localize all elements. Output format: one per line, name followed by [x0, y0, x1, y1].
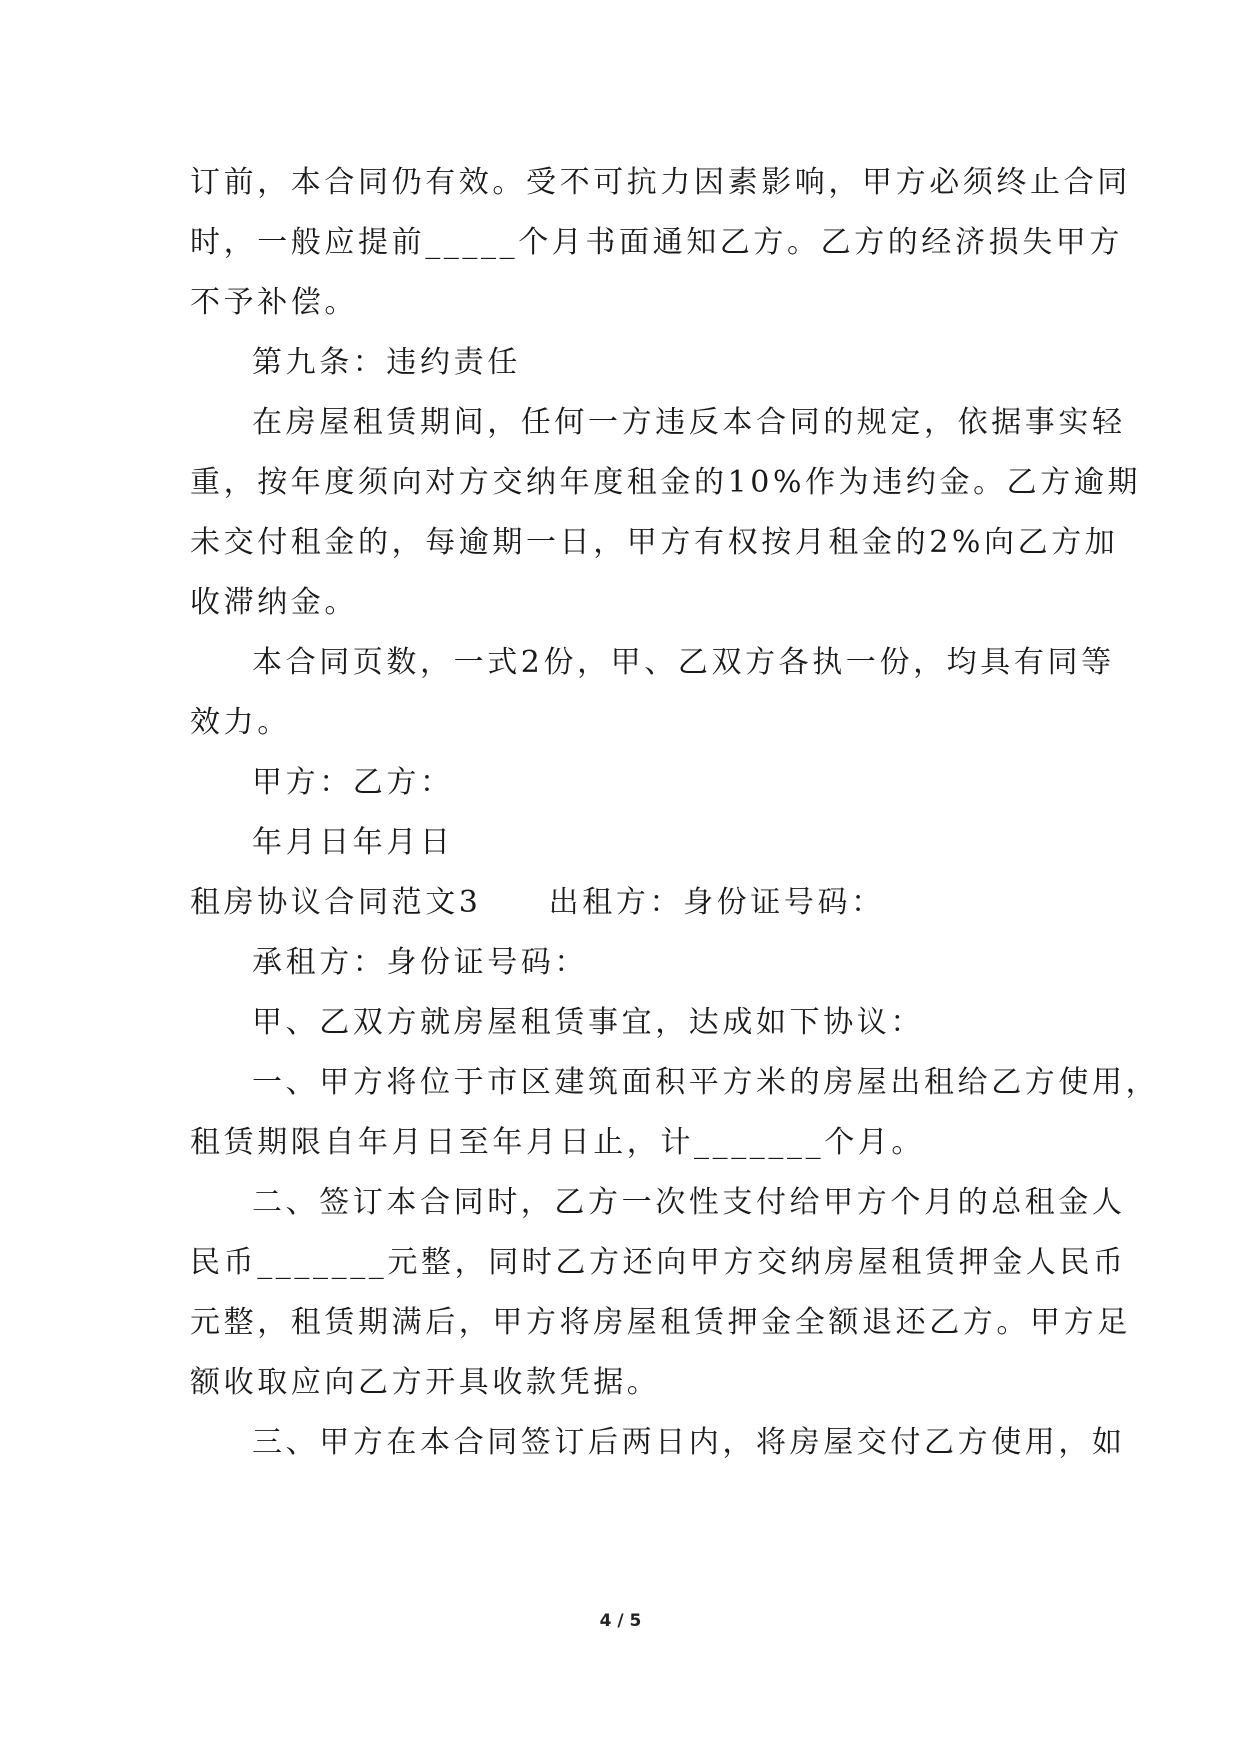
- page-number: 4 / 5: [599, 1611, 642, 1631]
- body-line: 未交付租金的，每逾期一日，甲方有权按月租金的2%向乙方加: [190, 525, 1119, 560]
- body-line: 时，一般应提前_____个月书面通知乙方。乙方的经济损失甲方: [190, 225, 1123, 260]
- body-line: 额收取应向乙方开具收款凭据。: [190, 1365, 661, 1400]
- body-line: 重，按年度须向对方交纳年度租金的10%作为违约金。乙方逾期: [190, 465, 1142, 500]
- article-heading: 第九条：违约责任: [252, 345, 521, 380]
- section-title: 租房协议合同范文3 出租方：身份证号码：: [190, 885, 885, 920]
- body-line: 收滞纳金。: [190, 585, 358, 620]
- body-line: 在房屋租赁期间，任何一方违反本合同的规定，依据事实轻: [252, 405, 1126, 440]
- body-line: 甲、乙双方就房屋租赁事宜，达成如下协议：: [252, 1005, 924, 1040]
- body-line: 租赁期限自年月日至年月日止，计_______个月。: [190, 1125, 925, 1160]
- body-line: 本合同页数，一式2份，甲、乙双方各执一份，均具有同等: [252, 645, 1115, 680]
- body-line: 一、甲方将位于市区建筑面积平方米的房屋出租给乙方使用，: [252, 1065, 1160, 1100]
- body-line: 效力。: [190, 705, 291, 740]
- signature-dates: 年月日年月日: [252, 825, 454, 860]
- body-line: 民币_______元整，同时乙方还向甲方交纳房屋租赁押金人民币: [190, 1245, 1127, 1280]
- body-line: 三、甲方在本合同签订后两日内，将房屋交付乙方使用，如: [252, 1425, 1126, 1460]
- body-line: 二、签订本合同时，乙方一次性支付给甲方个月的总租金人: [252, 1185, 1126, 1220]
- body-line: 不予补偿。: [190, 285, 358, 320]
- body-line: 承租方：身份证号码：: [252, 945, 588, 980]
- body-line: 元整，租赁期满后，甲方将房屋租赁押金全额退还乙方。甲方足: [190, 1305, 1131, 1340]
- signature-parties: 甲方：乙方：: [252, 765, 454, 800]
- document-body: [190, 153, 1160, 1473]
- body-line: 订前，本合同仍有效。受不可抗力因素影响，甲方必须终止合同: [190, 165, 1131, 200]
